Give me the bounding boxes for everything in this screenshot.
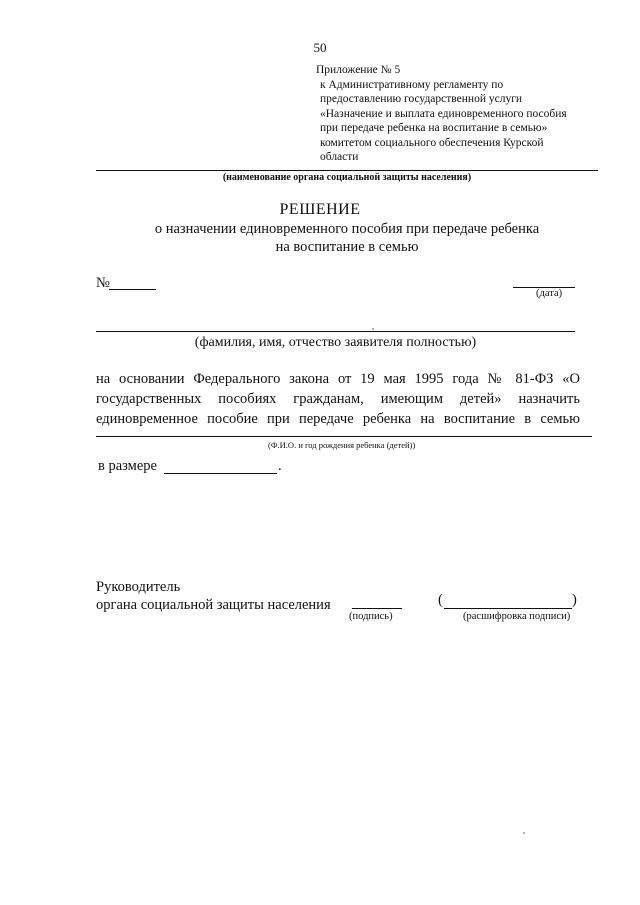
appendix-line: при передаче ребенка на воспитание в семью» [320,122,548,134]
appendix-line: к Административному регламенту по [320,78,504,91]
body-line: единовременное пособие при передаче ребенка на воспитание в семью [96,411,580,427]
appendix-line: комитетом социального обеспечения Курской [320,136,544,149]
subtitle-line: о назначении единовременного пособия при передаче ребенка [154,221,540,237]
child-name-caption: (Ф.И.О. и год рождения ребенка (детей)) [268,440,416,450]
amount-period: . [278,458,282,474]
date-caption: (дата) [536,288,563,299]
organization-caption: (наименование органа социальной защиты населения) [222,172,472,183]
organization-name-line [96,170,598,171]
applicant-name-line [96,331,575,332]
signature-blank [352,608,402,609]
document-title: РЕШЕНИЕ [279,201,361,218]
page-number: 50 [313,40,327,55]
head-of-organization-label [96,578,331,614]
signature-decode-caption: (расшифровка подписи) [463,611,571,622]
subtitle-line: на воспитание в семью [275,239,419,255]
decision-body [96,369,580,429]
amount-label: в размере [98,458,157,474]
amount-blank [164,473,277,474]
decision-number-label: № [96,275,110,291]
appendix-line: «Назначение и выплата единовременного пособия [320,107,567,120]
scan-speck [372,328,374,330]
head-line: Руководитель [96,579,181,595]
appendix-line: области [320,151,359,163]
decision-number-blank [109,289,156,290]
scan-speck [523,832,525,834]
appendix-line: Приложение № 5 [316,64,401,76]
signature-caption: (подпись) [349,611,393,622]
appendix-header [316,63,616,165]
body-line: на основании Федерального закона от 19 мая 1995 года № 81-ФЗ «О [96,371,580,387]
applicant-name-caption: (фамилия, имя, отчество заявителя полностью) [194,335,477,350]
signature-decode-open-paren: ( [438,592,443,608]
child-name-line [96,436,592,437]
document-subtitle [96,220,598,256]
body-line: государственных пособиях гражданам, имеющим детей» назначить [96,391,580,407]
signature-decode-close-paren: ) [572,592,577,608]
appendix-line: предоставлению государственной услуги [320,93,523,105]
head-line: органа социальной защиты населения [96,597,331,613]
signature-decode-blank [444,608,572,609]
